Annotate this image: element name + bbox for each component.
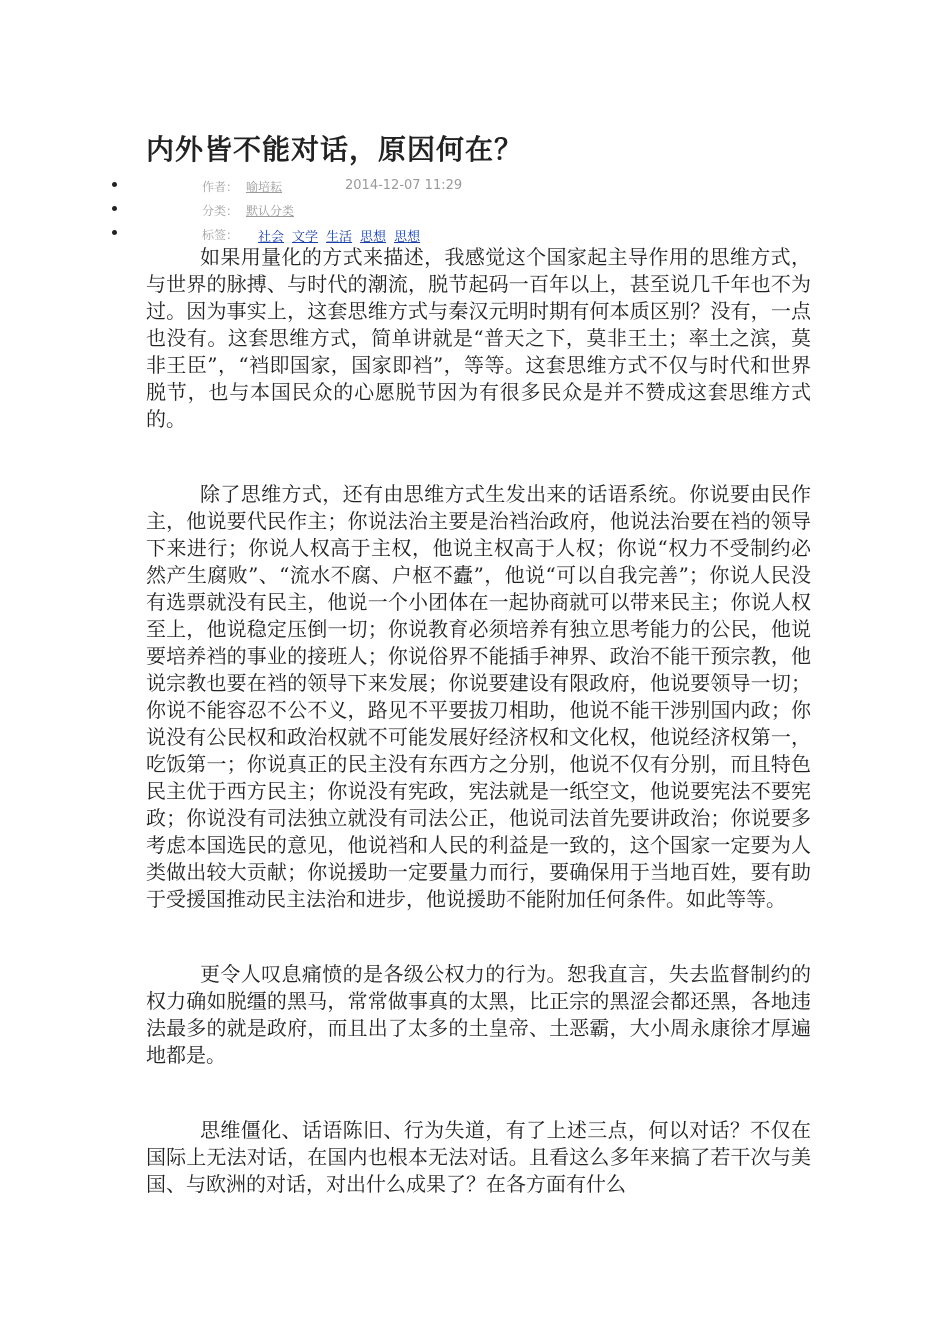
tag-link[interactable]: 社会 [258,230,285,245]
tag-link[interactable]: 思想 [360,230,387,245]
tag-link[interactable]: 思想 [394,230,421,245]
author-label: 作者： [202,180,239,194]
article-paragraph: 思维僵化、话语陈旧、行为失道，有了上述三点，何以对话？不仅在国际上无法对话，在国内也根本无法对话。且看这么多年来搞了若干次与美国、与欧洲的对话，对出什么成果了？在各方面有什么 [146,1118,811,1196]
bullet-icon [112,182,117,187]
tag-link[interactable]: 生活 [326,230,353,245]
meta-category-row [0,202,950,226]
article-body [146,244,811,1246]
article-paragraph: 除了思维方式，还有由思维方式生发出来的话语系统。你说要由民作主，他说要代民作主；你说法治主要是治裆治政府，他说法治要在裆的领导下来进行；你说人权高于主权，他说主权高于人权；你说“权力不受制约必然产生腐败”、“流水不腐、户枢不蠹”，他说“可以自我完善”；你说人民没有选票就没有民主，他说一个小团体在一起协商就可以带来民主；你说人权至上，他说稳定压倒一切；你说教育必须培养有独立思考能力的公民，他说要培养裆的事业的接班人；你说俗界不能插手神界、政治不能干预宗教，他说宗教也要在裆的领导下来发展；你说要建设有限政府，他说要领导一切；你说不能容忍不公不义，路见不平要拔刀相助，他说不能干涉别国内政；你说没有公民权和政治权就不可能发展好经济权和文化权，他说经济权第一，吃饭第一；你说真正的民主没有东西方之分别，他说不仅有分别，而且特色民主优于西方民主；你说没有宪政，宪法就是一纸空文，他说要宪法不要宪政；你说没有司法独立就没有司法公正，他说司法首先要讲政治；你说要多考虑本国选民的意见，他说裆和人民的利益是一致的，这个国家一定要为人类做出较大贡献；你说援助一定要量力而行，要确保用于当地百姓，要有助于受援国推动民主法治和进步，他说援助不能附加任何条件。如此等等。 [146,482,811,911]
bullet-icon [112,206,117,211]
category-link[interactable]: 默认分类 [246,204,295,218]
article-paragraph: 更令人叹息痛愤的是各级公权力的行为。恕我直言，失去监督制约的权力确如脱缰的黑马，常常做事真的太黑，比正宗的黑涩会都还黑，各地违法最多的就是政府，而且出了太多的土皇帝、土恶霸，大小周永康徐才厚遍地都是。 [146,962,811,1067]
category-label: 分类： [202,204,239,218]
bullet-icon [112,230,117,235]
post-meta [0,178,950,250]
meta-author-row [0,178,950,202]
author-link[interactable]: 喻培耘 [246,180,283,194]
tag-list [258,226,428,245]
tags-label: 标签： [202,228,239,242]
article-paragraph: 如果用量化的方式来描述，我感觉这个国家起主导作用的思维方式，与世界的脉搏、与时代的潮流，脱节起码一百年以上，甚至说几千年也不为过。因为事实上，这套思维方式与秦汉元明时期有何本质区别？没有，一点也没有。这套思维方式，简单讲就是“普天之下，莫非王土；率土之滨，莫非王臣”，“裆即国家，国家即裆”，等等。这套思维方式不仅与时代和世界脱节，也与本国民众的心愿脱节因为有很多民众是并不赞成这套思维方式的。 [146,245,811,431]
page-title: 内外皆不能对话，原因何在？ [146,133,524,166]
post-date: 2014-12-07 11:29 [345,178,463,193]
tag-link[interactable]: 文学 [292,230,319,245]
